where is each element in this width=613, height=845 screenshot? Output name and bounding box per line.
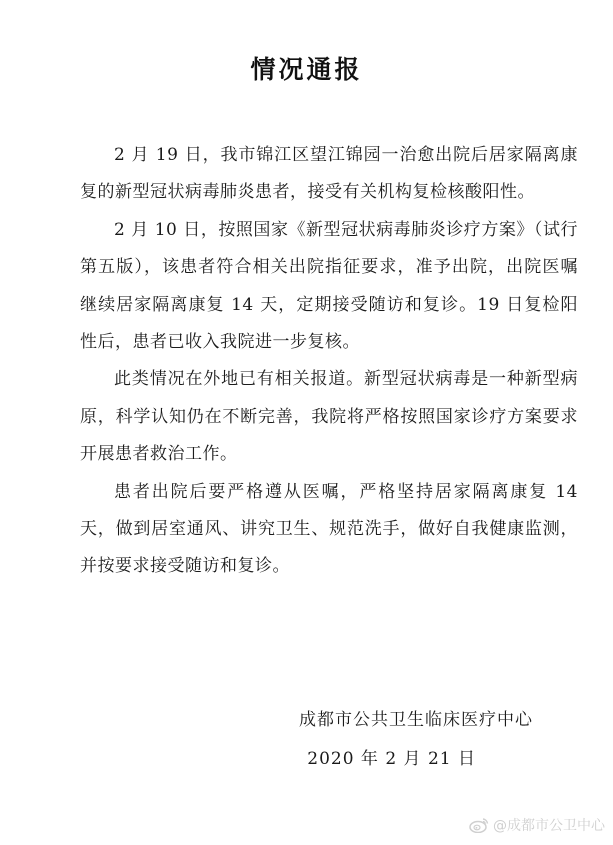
signature-date: 2020 年 2 月 21 日 [307,749,476,769]
paragraph-1: 2 月 19 日，我市锦江区望江锦园一治愈出院后居家隔离康复的新型冠状病毒肺炎患者，接受有关机构复检核酸阳性。 [80,145,578,203]
paragraph-4: 患者出院后要严格遵从医嘱，严格坚持居家隔离康复 14 天，做到居室通风、讲究卫生、规范洗手，做好自我健康监测，并按要求接受随访和复诊。 [80,481,578,577]
watermark-text: @成都市公卫中心 [493,818,605,834]
paragraph-2: 2 月 10 日，按照国家《新型冠状病毒肺炎诊疗方案》（试行第五版），该患者符合相关出院指征要求，准予出院，出院医嘱继续居家隔离康复 14 天，定期接受随访和复诊。19 日复检阳性后，患者已收入我院进一步复核。 [80,219,578,353]
signature-organization: 成都市公共卫生临床医疗中心 [299,710,533,730]
weibo-icon [469,817,489,833]
document-body [80,137,578,586]
paragraph-3: 此类情况在外地已有相关报道。新型冠状病毒是一种新型病原，科学认知仍在不断完善，我院将严格按照国家诊疗方案要求开展患者救治工作。 [80,369,578,465]
document-title: 情况通报 [250,55,363,84]
weibo-watermark [469,815,605,835]
